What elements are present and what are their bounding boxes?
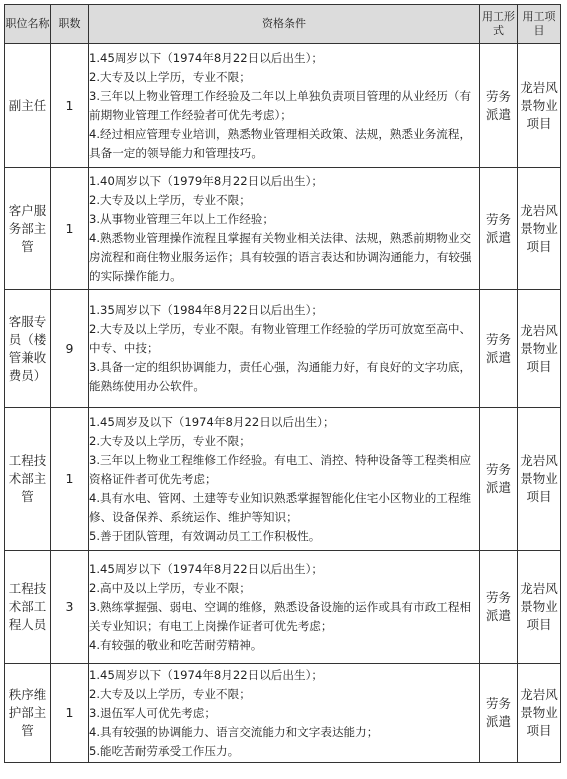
employment-project-cell: 龙岩风景物业项目 bbox=[518, 168, 561, 290]
employment-form-cell: 劳务派遣 bbox=[480, 168, 518, 290]
header-employment: 用工形式 bbox=[480, 5, 518, 44]
requirement-item: 3.三年以上物业管理工作经验及二年以上单独负责项目管理的从业经历（有前期物业管理工作经验者可优先考虑）； bbox=[89, 88, 472, 122]
position-count-cell: 1 bbox=[51, 408, 89, 551]
position-count-cell: 1 bbox=[51, 44, 89, 168]
table-row bbox=[5, 168, 561, 290]
requirement-item: 4.熟悉物业管理操作流程且掌握有关物业相关法律、法规，熟悉前期物业交房流程和商住物业服务运作；具有较强的语言表达和协调沟通能力，有较强的实际操作能力。 bbox=[89, 230, 472, 283]
position-count-cell: 9 bbox=[51, 290, 89, 408]
header-position: 职位名称 bbox=[5, 5, 51, 44]
requirements-cell bbox=[89, 664, 480, 763]
table-row bbox=[5, 44, 561, 168]
position-name-cell: 副主任 bbox=[5, 44, 51, 168]
table-row bbox=[5, 290, 561, 408]
requirement-item: 1.45周岁以下（1974年8月22日以后出生）； bbox=[89, 667, 323, 682]
requirement-item: 4.经过相应管理专业培训，熟悉物业管理相关政策、法规，熟悉业务流程，具备一定的领导能力和管理技巧。 bbox=[89, 126, 472, 160]
requirements-cell bbox=[89, 551, 480, 664]
header-count: 职数 bbox=[51, 5, 89, 44]
requirement-item: 1.35周岁以下（1984年8月22日以后出生）； bbox=[89, 303, 323, 317]
requirements-cell bbox=[89, 290, 480, 408]
position-name-cell: 客户服务部主管 bbox=[5, 168, 51, 290]
position-name-cell: 工程技术部主管 bbox=[5, 408, 51, 551]
requirement-item: 4.有较强的敬业和吃苦耐劳精神。 bbox=[89, 637, 263, 652]
requirement-item: 5.能吃苦耐劳承受工作压力。 bbox=[89, 743, 240, 758]
requirements-cell bbox=[89, 168, 480, 290]
position-name-cell: 工程技术部工程人员 bbox=[5, 551, 51, 664]
requirement-item: 1.45周岁以下（1974年8月22日以后出生）； bbox=[89, 50, 323, 65]
table-row bbox=[5, 408, 561, 551]
employment-form-cell: 劳务派遣 bbox=[480, 408, 518, 551]
header-requirements: 资格条件 bbox=[89, 5, 480, 44]
position-count-cell: 1 bbox=[51, 664, 89, 763]
requirement-item: 3.从事物业管理三年以上工作经验； bbox=[89, 211, 274, 226]
header-project: 用工项目 bbox=[518, 5, 561, 44]
employment-form-cell: 劳务派遣 bbox=[480, 290, 518, 408]
requirement-item: 3.三年以上物业工程维修工作经验。有电工、消控、特种设备等工程类相应资格证件者可优先考虑； bbox=[89, 452, 472, 486]
requirement-item: 1.45周岁及以下（1974年8月22日以后出生）； bbox=[89, 414, 335, 429]
employment-project-cell: 龙岩风景物业项目 bbox=[518, 44, 561, 168]
requirement-item: 4.具有水电、管网、土建等专业知识熟悉掌握智能化住宅小区物业的工程维修、设备保养、系统运作、维护等知识； bbox=[89, 490, 472, 524]
requirement-item: 4.具有较强的协调能力、语言交流能力和文字表达能力； bbox=[89, 724, 379, 739]
table-row bbox=[5, 551, 561, 664]
employment-form-cell: 劳务派遣 bbox=[480, 664, 518, 763]
employment-project-cell: 龙岩风景物业项目 bbox=[518, 551, 561, 664]
requirement-item: 2.大专及以上学历，专业不限； bbox=[89, 192, 251, 207]
requirements-cell bbox=[89, 44, 480, 168]
requirement-item: 3.退伍军人可优先考虑； bbox=[89, 705, 216, 720]
employment-project-cell: 龙岩风景物业项目 bbox=[518, 290, 561, 408]
table-row bbox=[5, 664, 561, 763]
employment-project-cell: 龙岩风景物业项目 bbox=[518, 664, 561, 763]
requirements-cell bbox=[89, 408, 480, 551]
requirement-item: 3.具备一定的组织协调能力，责任心强，沟通能力好，有良好的文字功底，能熟练使用办公软件。 bbox=[89, 360, 472, 393]
requirement-item: 2.大专及以上学历，专业不限； bbox=[89, 433, 251, 448]
requirement-item: 1.45周岁以下（1974年8月22日以后出生）； bbox=[89, 561, 323, 576]
requirement-item: 5.善于团队管理，有效调动员工工作积极性。 bbox=[89, 528, 321, 543]
requirement-item: 2.高中及以上学历，专业不限； bbox=[89, 580, 251, 595]
requirement-item: 2.大专及以上学历，专业不限。有物业管理工作经验的学历可放宽至高中、中专、中技； bbox=[89, 322, 472, 355]
employment-project-cell: 龙岩风景物业项目 bbox=[518, 408, 561, 551]
employment-form-cell: 劳务派遣 bbox=[480, 551, 518, 664]
position-name-cell: 秩序维护部主管 bbox=[5, 664, 51, 763]
job-requirements-table bbox=[4, 4, 561, 763]
position-count-cell: 3 bbox=[51, 551, 89, 664]
table-header-row bbox=[5, 5, 561, 44]
requirement-item: 1.40周岁以下（1979年8月22日以后出生）； bbox=[89, 173, 323, 188]
position-name-cell: 客服专员（楼管兼收费员） bbox=[5, 290, 51, 408]
position-count-cell: 1 bbox=[51, 168, 89, 290]
requirement-item: 2.大专及以上学历，专业不限； bbox=[89, 69, 251, 84]
employment-form-cell: 劳务派遣 bbox=[480, 44, 518, 168]
requirement-item: 2.大专及以上学历，专业不限； bbox=[89, 686, 251, 701]
requirement-item: 3.熟练掌握强、弱电、空调的维修，熟悉设备设施的运作或具有市政工程相关专业知识；有电工上岗操作证者可优先考虑； bbox=[89, 599, 472, 633]
